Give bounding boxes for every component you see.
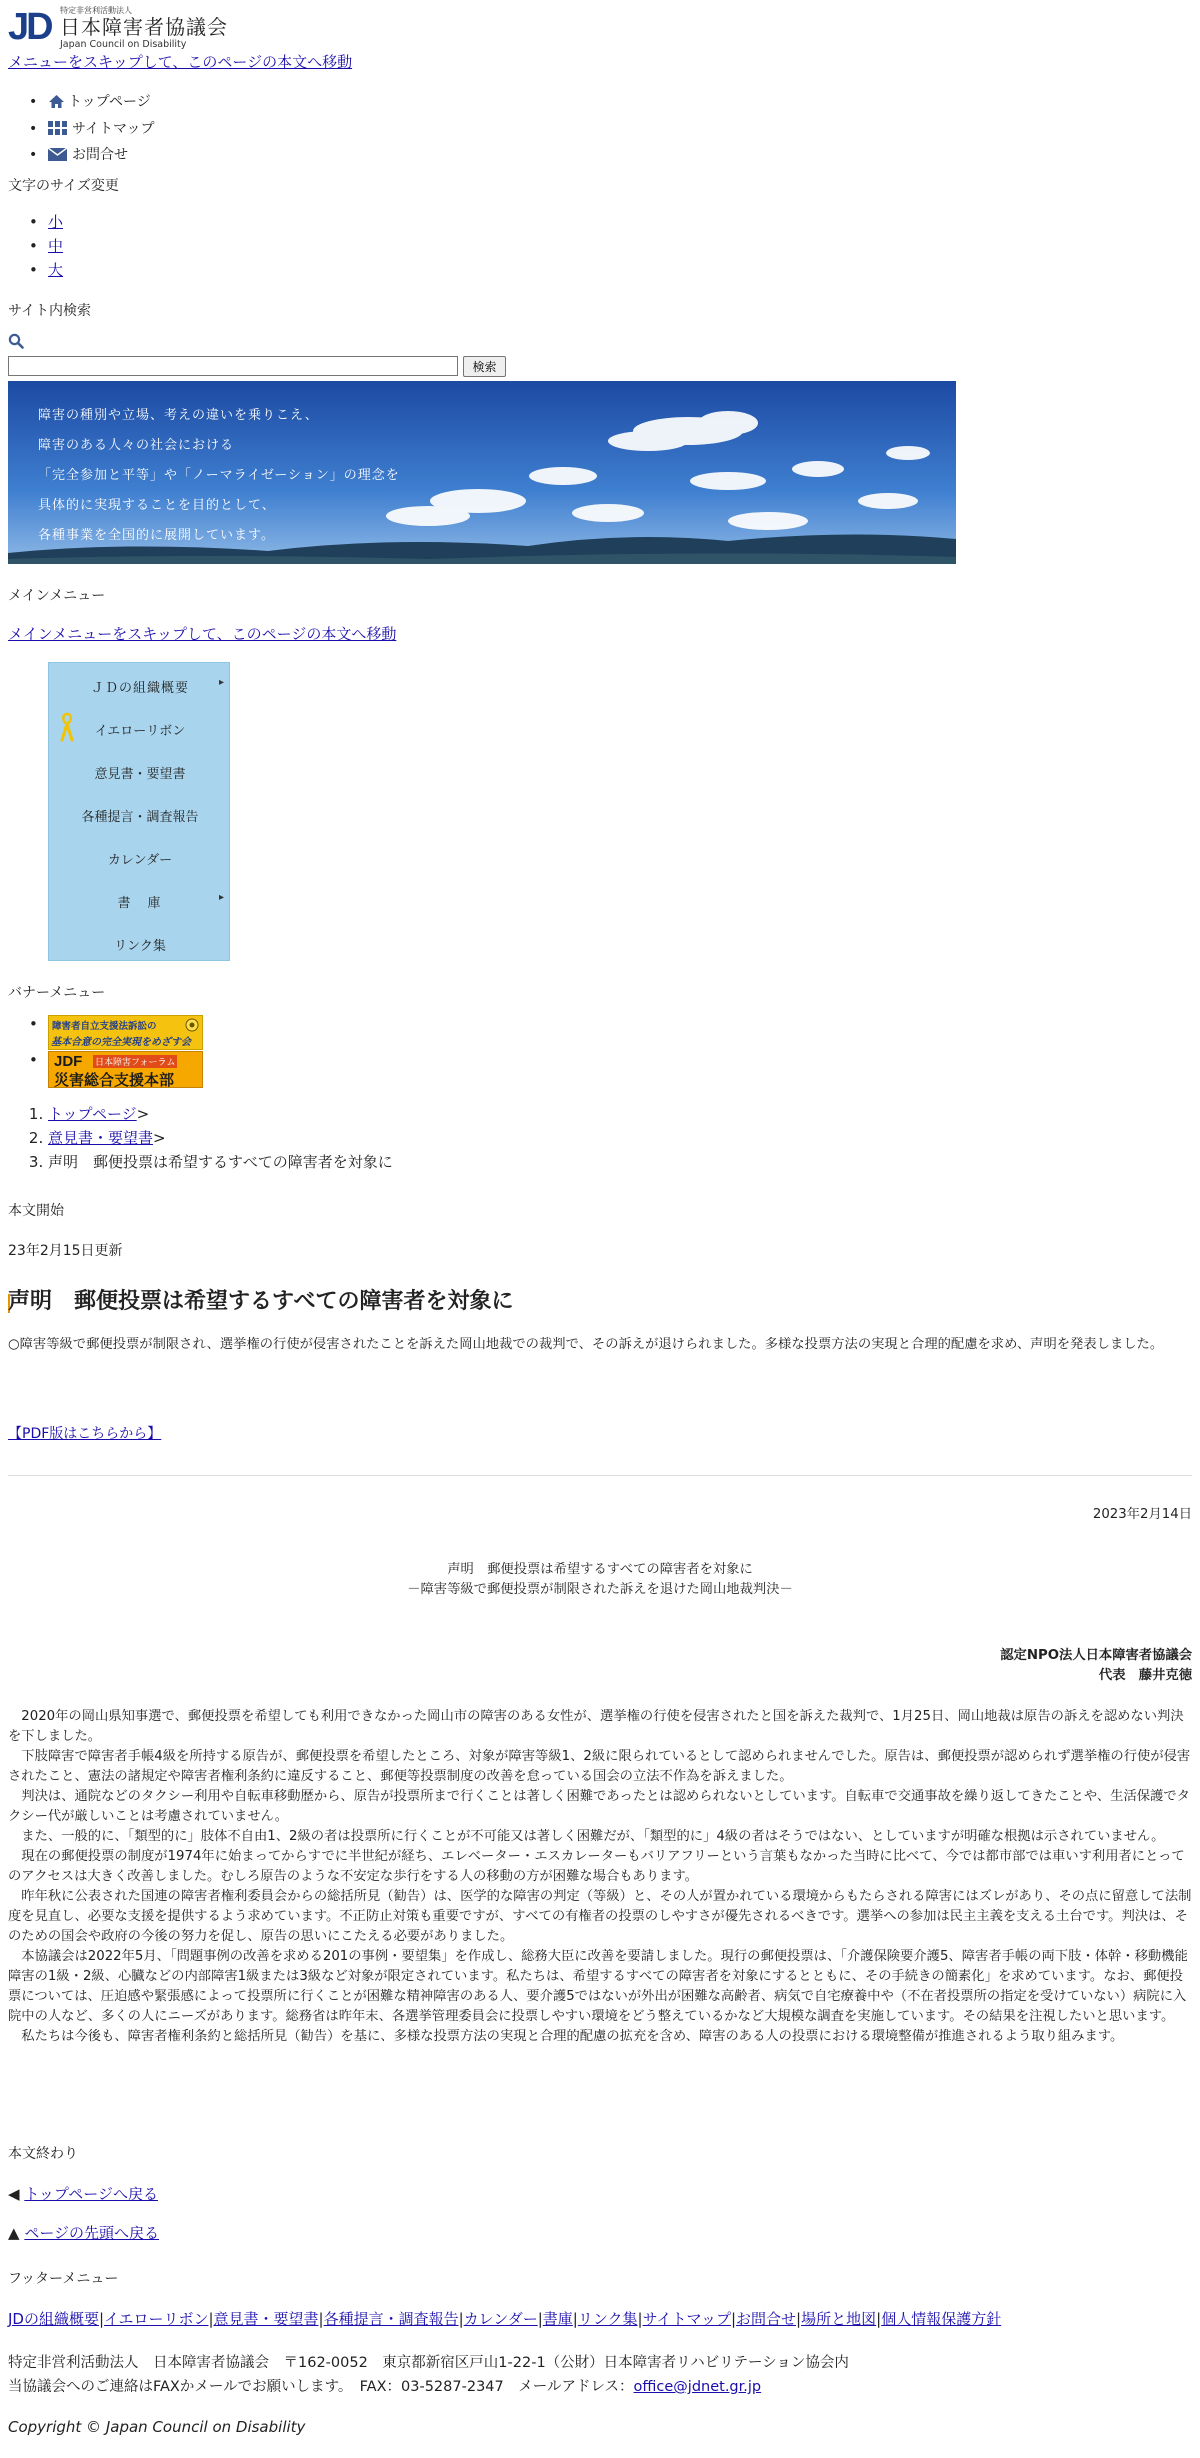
util-item-contact[interactable]: • お問合せ [48, 143, 154, 169]
pdf-link[interactable]: 【PDF版はこちらから】 [8, 1426, 162, 1442]
footer-link-links[interactable]: リンク集 [577, 2310, 638, 2328]
footer-address: 特定非営利活動法人 日本障害者協議会 〒162-0052 東京都新宿区戸山1-22-1（公財）日本障害者リハビリテーション協会内 [8, 2355, 849, 2371]
main-menu-item-yellow-ribbon[interactable]: イエローリボン [49, 706, 231, 749]
breadcrumb [8, 1102, 393, 1174]
statement-paragraph: 昨年秋に公表された国連の障害者権利委員会からの総括所見（勧告）は、医学的な障害の判定（等級）と、その人が置かれている環境からもたらされる障害にはズレがあり、その点に留意して法制度を見直し、必要な支援を提供するよう求めています。不正防止対策も重要ですが、すべての有権者の投票のしやすさが優先されるべきです。選挙への参加は民主主義を支える土台です。判決は、そのための国会や政府の今後の努力を促し、原告の思いにこたえる必要がありました。 [8, 1889, 1192, 1944]
font-size-large[interactable]: 大 [48, 261, 64, 279]
font-size-heading: 文字のサイズ変更 [8, 178, 119, 194]
chevron-right-icon: ▸ [218, 677, 224, 688]
logo-main-text: 日本障害者協議会 [60, 15, 228, 39]
font-size-medium[interactable]: 中 [48, 237, 64, 255]
banner-lawsuit-link[interactable]: • 障害者自立支援法訴訟の 基本合意の完全実現をめざす会 [48, 1015, 203, 1050]
logo-english-text: Japan Council on Disability [60, 39, 187, 50]
main-menu-item-calendar[interactable]: カレンダー [107, 853, 173, 868]
footer-link-map[interactable]: 場所と地図 [801, 2310, 877, 2328]
main-menu-item-links[interactable]: リンク集 [114, 939, 166, 954]
statement-paragraph: 判決は、通院などのタクシー利用や自転車移動歴から、原告が投票所まで行くことは著しく困難であったとは認められないとしています。自転車で交通事故を繰り返してきたことや、生活保護でタクシー代が厳しいことは考慮されていません。 [8, 1789, 1190, 1824]
util-item-top[interactable]: • トップページ [48, 90, 154, 117]
logo-small-text: 特定非営利活動法人 [60, 6, 132, 15]
statement-org: 認定NPO法人日本障害者協議会 [1000, 1648, 1192, 1663]
hero-banner [8, 381, 956, 564]
util-item-sitemap[interactable]: • サイトマップ [48, 117, 154, 143]
home-icon [48, 93, 68, 117]
banner-menu-list [48, 1015, 203, 1089]
statement-paragraph: 本協議会は2022年5月、「問題事例の改善を求める201の事例・要望集」を作成し、総務大臣に改善を要請しました。現行の郵便投票は、「介護保険要介護5、障害者手帳の両下肢・体幹・移動機能障害の1級・2級、心臓などの内部障害1級または3級など対象が限定されています。私たちは、希望するすべての障害者を対象にするとともに、その手続きの簡素化」を求めています。なお、郵便投票については、圧迫感や緊張感によって投票所に行くことが困難な精神障害のある人、要介護5ではないが外出が困難な高齢者、病気で自宅療養中や（不在者投票所の指定を受けていない）病院に入院中の人など、多くの人にニーズがあります。総務省は昨年末、各選挙管理委員会に投票しやすい環境をどう整えているかなど大規模な調査を実施しています。その結果を注視したいと思います。 [8, 1949, 1188, 2024]
content-divider [8, 1475, 1192, 1476]
utility-nav [48, 90, 154, 169]
main-menu-heading: メインメニュー [8, 588, 106, 604]
statement-paragraph: 下肢障害で障害者手帳4級を所持する原告が、郵便投票を希望したところ、対象が障害等級1、2級に限られているとして認められませんでした。原告は、郵便投票が認められず選挙権の行使が侵害されたこと、憲法の諸規定や障害者権利条約に違反すること、郵便等投票制度の改善を怠っている国会の立法不作為を訴えました。 [8, 1749, 1191, 1784]
footer-link-proposals[interactable]: 各種提言・調査報告 [323, 2310, 459, 2328]
content-start-label: 本文開始 [8, 1203, 64, 1219]
statement-title: 声明 郵便投票は希望するすべての障害者を対象に －障害等級で郵便投票が制限された訴えを退けた岡山地裁判決－ [407, 1562, 793, 1597]
footer-link-about[interactable]: JDの組織概要 [8, 2310, 99, 2328]
chevron-right-icon: ▸ [218, 892, 224, 903]
banner-jdf-link[interactable]: • JDF 日本障害フォーラム 災害総合支援本部 [48, 1051, 203, 1088]
statement-paragraph: 現在の郵便投票の制度が1974年に始まってからすでに半世紀が経ち、エレベーター・エスカレーターもバリアフリーという言葉もなかった当時に比べて、今では都市部では車いす利用者にとってのアクセスは大きく改善しました。むしろ原告のような不安定な歩行をする人の移動の方が困難な場合もあります。 [8, 1849, 1185, 1884]
footer-link-sitemap[interactable]: サイトマップ [642, 2310, 731, 2328]
footer-link-library[interactable]: 書庫 [542, 2310, 573, 2328]
triangle-up-icon: ▲ [8, 2224, 20, 2242]
back-to-top-page-link[interactable]: トップページへ戻る [24, 2185, 158, 2203]
lead-paragraph: ○障害等級で郵便投票が制限され、選挙権の行使が侵害されたことを訴えた岡山地裁での裁判で、その訴えが退けられました。多様な投票方法の実現と合理的配慮を求め、声明を発表しました。 [8, 1337, 1164, 1352]
main-menu-item-about[interactable]: ＪＤの組織概要 ▸ [90, 677, 224, 696]
breadcrumb-item: 1. トップページ> [48, 1102, 393, 1126]
back-to-top-page [8, 2183, 158, 2204]
main-menu-item-opinions[interactable]: 意見書・要望書 [94, 767, 186, 782]
updated-date: 23年2月15日更新 [8, 1243, 123, 1259]
banner-menu-heading: バナーメニュー [8, 985, 106, 1001]
statement-date: 2023年2月14日 [1092, 1507, 1192, 1522]
main-menu-item-library[interactable]: 書 庫 ▸ [117, 892, 224, 911]
search-button[interactable]: 検索 [463, 356, 506, 377]
main-menu-item-proposals[interactable]: 各種提言・調査報告 [81, 810, 199, 825]
footer-link-calendar[interactable]: カレンダー [463, 2310, 538, 2328]
copyright: Copyright © Japan Council on Disability [8, 2418, 306, 2436]
footer-link-opinions[interactable]: 意見書・要望書 [213, 2310, 319, 2328]
statement-paragraph: また、一般的に、「類型的に」肢体不自由1、2級の者は投票所に行くことが不可能又は著しく困難だが、「類型的に」4級の者はそうではない、としていますが明確な根拠は示されていません。 [8, 1829, 1165, 1844]
skip-main-menu-link[interactable]: メインメニューをスキップして、このページの本文へ移動 [8, 625, 397, 643]
back-to-page-top [8, 2222, 159, 2243]
footer-link-contact[interactable]: お問合せ [736, 2310, 797, 2328]
site-logo[interactable] [8, 6, 248, 52]
content-end-label: 本文終わり [8, 2146, 78, 2162]
mail-icon [48, 145, 72, 169]
footer-link-privacy[interactable]: 個人情報保護方針 [881, 2310, 1002, 2328]
sunflower-icon [185, 1018, 199, 1036]
hero-banner-text: 障害の種別や立場、考えの違いを乗りこえ、 障害のある人々の社会における 「完全参加と平等」や「ノーマライゼーション」の理念を 具体的に実現することを目的として、 各種事業を全国的に展開しています。 [38, 408, 400, 543]
footer-menu: JDの組織概要|イエローリボン|意見書・要望書|各種提言・調査報告|カレンダー|書庫|リンク集|サイトマップ|お問合せ|場所と地図|個人情報保護方針 [8, 2310, 1002, 2328]
search-heading: サイト内検索 [8, 303, 92, 319]
statement-rep: 代表 藤井克徳 [1098, 1668, 1192, 1683]
main-menu [48, 662, 230, 961]
statement-signature [8, 1646, 1192, 1686]
skip-to-content-link[interactable]: メニューをスキップして、このページの本文へ移動 [8, 53, 353, 71]
font-size-small[interactable]: 小 [48, 213, 64, 231]
footer-email-link[interactable]: office@jdnet.gr.jp [633, 2379, 762, 2395]
search-icon [8, 333, 24, 353]
statement-paragraph: 2020年の岡山県知事選で、郵便投票を希望しても利用できなかった岡山市の障害のある女性が、選挙権の行使を侵害されたと国を訴えた裁判で、1月25日、岡山地裁は原告の訴えを認めない判決を下しました。 [8, 1709, 1184, 1744]
grid-icon [48, 119, 72, 143]
search-input[interactable] [8, 356, 458, 376]
logo-mark: JD [8, 6, 51, 48]
back-to-page-top-link[interactable]: ページの先頭へ戻る [24, 2224, 160, 2242]
footer-link-yellow-ribbon[interactable]: イエローリボン [104, 2310, 209, 2328]
page-title: 声明 郵便投票は希望するすべての障害者を対象に [8, 1289, 514, 1314]
statement-paragraph: 私たちは今後も、障害者権利条約と総括所見（勧告）を基に、多様な投票方法の実現と合理的配慮の拡充を含め、障害のある人の投票における環境整備が推進されるよう取り組みます。 [8, 2029, 1124, 2044]
breadcrumb-current: 3. 声明 郵便投票は希望するすべての障害者を対象に [48, 1150, 393, 1174]
statement-body [8, 1707, 1192, 2047]
breadcrumb-item: 2. 意見書・要望書> [48, 1126, 393, 1150]
font-size-options [48, 210, 63, 282]
footer-menu-heading: フッターメニュー [8, 2271, 119, 2287]
footer-contact: 当協議会へのご連絡はFAXかメールでお願いします。 FAX：03-5287-2347 メールアドレス：office@jdnet.gr.jp [8, 2379, 762, 2395]
triangle-left-icon: ◀ [8, 2185, 20, 2203]
